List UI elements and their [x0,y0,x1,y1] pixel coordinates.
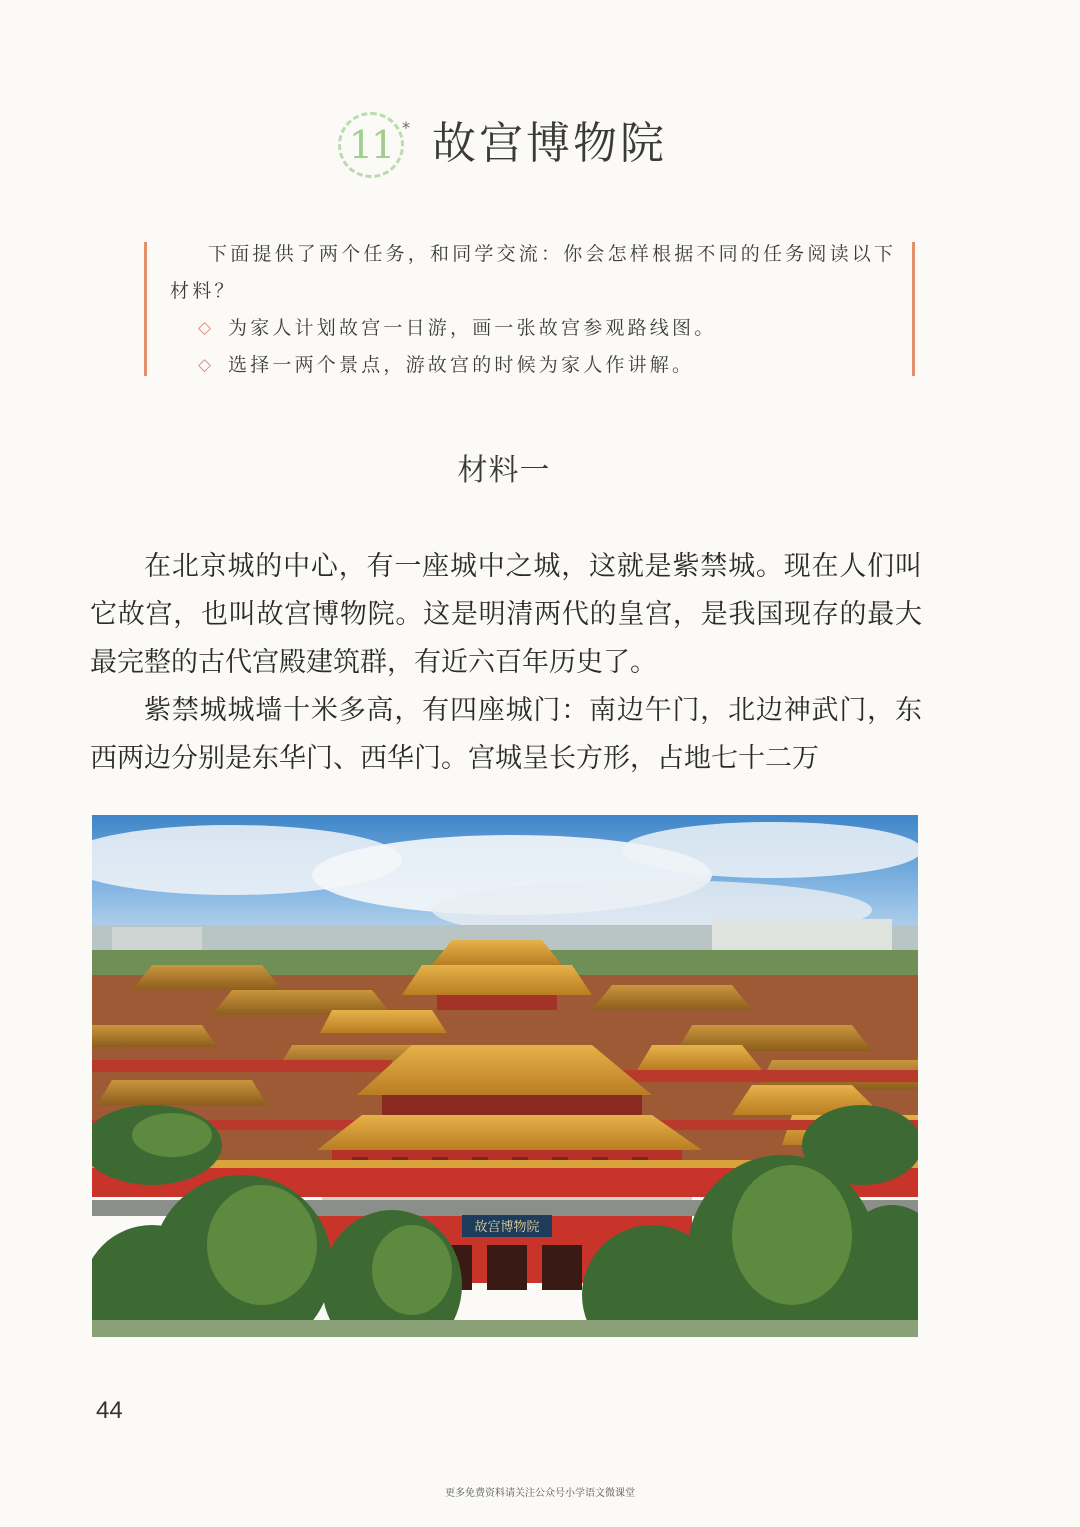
task-box [170,236,900,384]
page-number: 44 [96,1397,123,1424]
task-box-right-bar [912,242,915,376]
lesson-number: 11 [348,123,394,167]
task-item-text: 选择一两个景点，游故宫的时候为家人作讲解。 [228,354,695,376]
diamond-bullet-icon: ◇ [198,355,215,375]
gate-plaque-text: 故宫博物院 [474,1220,540,1235]
lesson-title: 故宫博物院 [432,118,667,169]
task-item-text: 为家人计划故宫一日游，画一张故宫参观路线图。 [228,317,717,339]
body-paragraph: 在北京城的中心，有一座城中之城，这就是紫禁城。现在人们叫它故宫，也叫故宫博物院。这是明清两代的皇宫，是我国现存的最大最完整的古代宫殿建筑群，有近六百年历史了。 [90,551,922,678]
footer-note: 更多免费资料请关注公众号小学语文微课堂 [445,1488,635,1499]
task-item [170,310,900,347]
task-box-left-bar [144,242,147,376]
task-intro: 下面提供了两个任务，和同学交流：你会怎样根据不同的任务阅读以下材料？ [170,243,897,302]
task-item [170,347,900,384]
diamond-bullet-icon: ◇ [198,318,215,338]
lesson-number-badge [338,112,404,178]
section-heading: 材料一 [457,453,551,488]
forbidden-city-photo [92,815,918,1337]
body-text [90,543,922,783]
body-paragraph: 紫禁城城墙十米多高，有四座城门：南边午门，北边神武门，东西两边分别是东华门、西华门。宫城呈长方形，占地七十二万 [90,695,922,774]
optional-lesson-star: * [402,118,410,137]
